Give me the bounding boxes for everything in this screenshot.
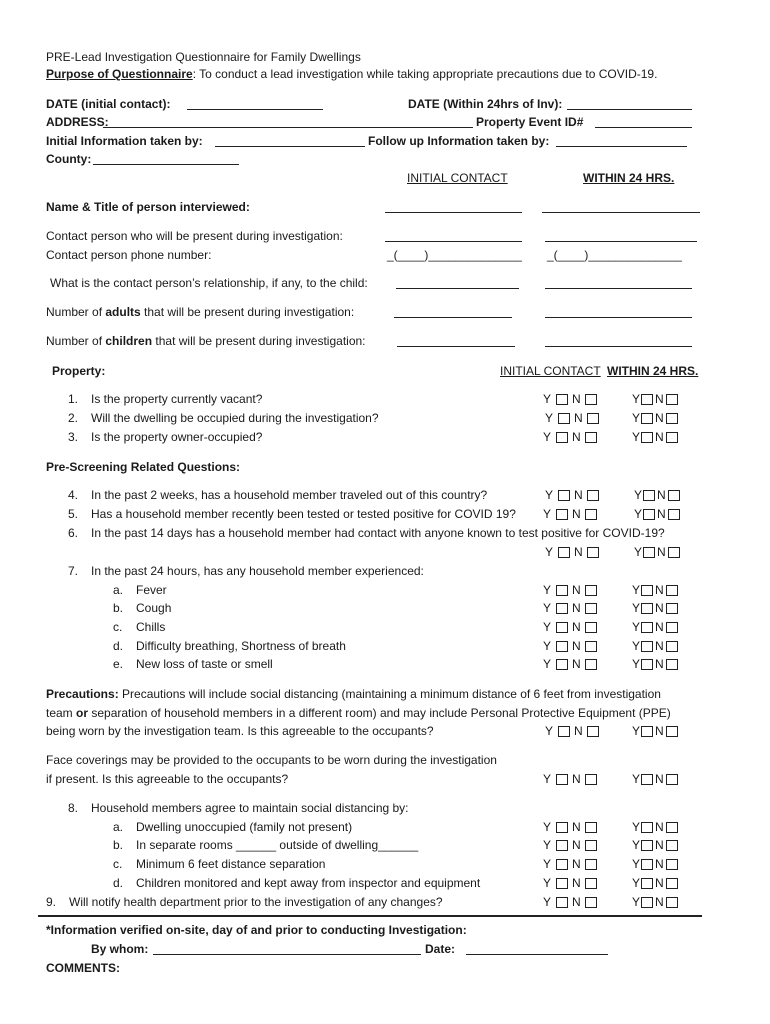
yn-within-sixfeet	[632, 857, 679, 871]
no-checkbox[interactable]	[666, 726, 678, 737]
yn-within-travel	[634, 488, 681, 502]
yn-initial-contact	[545, 545, 600, 559]
yes-label: Y	[632, 411, 641, 425]
contact-phone-initial-field[interactable]: _(____)______________	[387, 248, 522, 262]
prescreen-heading: Pre-Screening Related Questions:	[46, 460, 241, 474]
no-checkbox[interactable]	[666, 878, 678, 889]
no-label: N	[572, 507, 581, 521]
name-title-within-field[interactable]	[542, 200, 700, 213]
symptom-breathing: Difficulty breathing, Shortness of breath	[136, 639, 346, 653]
no-label: N	[655, 876, 664, 890]
face-coverings-line1: Face coverings may be provided to the occupants to be worn during the investigation	[46, 753, 497, 767]
yes-label: Y	[545, 545, 554, 559]
yes-label: Y	[632, 392, 641, 406]
no-label: N	[655, 392, 664, 406]
verified-label: *Information verified on-site, day of and prior to conducting Investigation:	[46, 923, 467, 937]
yes-label: Y	[543, 430, 552, 444]
yn-within-cough	[632, 601, 679, 615]
yes-checkbox[interactable]	[556, 622, 568, 633]
yes-checkbox[interactable]	[556, 585, 568, 596]
no-checkbox[interactable]	[585, 859, 597, 870]
yn-within-chills	[632, 620, 679, 634]
yes-label: Y	[634, 488, 643, 502]
date-within-field[interactable]	[567, 97, 692, 110]
precautions-line2: team or separation of household members in a different room) and may include Personal Protective Equipment (PPE)	[46, 706, 671, 720]
yn-initial-notify	[543, 895, 598, 909]
property-heading: Property:	[52, 364, 106, 378]
yn-initial-tested	[543, 507, 598, 521]
followup-info-label: Follow up Information taken by:	[368, 134, 550, 148]
yn-within-face	[632, 772, 679, 786]
yes-label: Y	[543, 876, 552, 890]
adults-label: Number of adults that will be present during investigation:	[46, 305, 355, 319]
no-label: N	[572, 820, 581, 834]
no-checkbox[interactable]	[585, 897, 597, 908]
no-checkbox[interactable]	[585, 659, 597, 670]
list-number: 3.	[68, 430, 79, 444]
no-checkbox[interactable]	[585, 603, 597, 614]
yes-label: Y	[545, 411, 554, 425]
yes-label: Y	[632, 857, 641, 871]
list-number: 9.	[46, 895, 57, 909]
yes-checkbox[interactable]	[641, 432, 653, 443]
yes-checkbox[interactable]	[641, 622, 653, 633]
yn-within-separate	[632, 838, 679, 852]
by-whom-field[interactable]	[153, 942, 421, 955]
no-checkbox[interactable]	[668, 547, 680, 558]
yes-label: Y	[545, 724, 554, 738]
yes-checkbox[interactable]	[641, 585, 653, 596]
yn-within-tested	[634, 507, 681, 521]
contact-phone-within-field[interactable]: _(____)______________	[547, 248, 682, 262]
no-checkbox[interactable]	[585, 585, 597, 596]
no-label: N	[574, 411, 583, 425]
property-event-label: Property Event ID#	[476, 115, 584, 129]
list-letter: b.	[113, 601, 124, 615]
symptom-chills: Chills	[136, 620, 166, 634]
symptom-cough: Cough	[136, 601, 172, 615]
yes-label: Y	[543, 838, 552, 852]
list-number: 2.	[68, 411, 79, 425]
question-symptoms: In the past 24 hours, has any household member experienced:	[91, 564, 424, 578]
yes-label: Y	[543, 820, 552, 834]
no-label: N	[574, 488, 583, 502]
list-letter: e.	[113, 657, 124, 671]
no-checkbox[interactable]	[585, 622, 597, 633]
question-owner-occupied: Is the property owner-occupied?	[91, 430, 263, 444]
yn-initial-separate	[543, 838, 598, 852]
no-label: N	[657, 545, 666, 559]
question-notify: Will notify health department prior to the investigation of any changes?	[69, 895, 443, 909]
yn-initial-owner	[543, 430, 598, 444]
relationship-label: What is the contact person’s relationship, if any, to the child:	[50, 276, 368, 290]
no-checkbox[interactable]	[585, 394, 597, 405]
yn-within-vacant	[632, 392, 679, 406]
date-initial-field[interactable]	[187, 97, 323, 110]
no-label: N	[657, 507, 666, 521]
no-label: N	[572, 639, 581, 653]
no-checkbox[interactable]	[587, 547, 599, 558]
list-number: 6.	[68, 526, 79, 540]
yn-initial-unoccupied	[543, 820, 598, 834]
yn-initial-fever	[543, 583, 598, 597]
yn-initial-travel	[545, 488, 600, 502]
no-label: N	[655, 430, 664, 444]
yn-within-taste	[632, 657, 679, 671]
yes-checkbox[interactable]	[556, 603, 568, 614]
no-checkbox[interactable]	[585, 641, 597, 652]
date-label: Date:	[425, 942, 456, 956]
yes-checkbox[interactable]	[556, 840, 568, 851]
county-field[interactable]	[93, 152, 239, 165]
yes-checkbox[interactable]	[641, 726, 653, 737]
yes-checkbox[interactable]	[641, 859, 653, 870]
no-label: N	[655, 895, 664, 909]
yn-within-owner	[632, 430, 679, 444]
divider	[38, 915, 702, 917]
list-letter: d.	[113, 876, 124, 890]
yes-checkbox[interactable]	[556, 432, 568, 443]
yes-label: Y	[634, 545, 643, 559]
yn-initial-chills	[543, 620, 598, 634]
yes-checkbox[interactable]	[641, 394, 653, 405]
yes-label: Y	[634, 507, 643, 521]
yn-initial-sixfeet	[543, 857, 598, 871]
yn-within-fever	[632, 583, 679, 597]
yes-checkbox[interactable]	[643, 547, 655, 558]
list-number: 7.	[68, 564, 79, 578]
yes-checkbox[interactable]	[641, 822, 653, 833]
no-label: N	[572, 583, 581, 597]
yn-initial-occupied	[545, 411, 600, 425]
column-initial-contact: INITIAL CONTACT	[407, 171, 508, 185]
children-within-field[interactable]	[545, 334, 692, 347]
property-event-field[interactable]	[595, 115, 692, 128]
yes-label: Y	[543, 895, 552, 909]
form-title: PRE-Lead Investigation Questionnaire for Family Dwellings	[46, 50, 361, 64]
yes-checkbox[interactable]	[641, 878, 653, 889]
adults-initial-field[interactable]	[394, 305, 512, 318]
yes-label: Y	[632, 772, 641, 786]
no-checkbox[interactable]	[666, 641, 678, 652]
yn-initial-vacant	[543, 392, 598, 406]
no-checkbox[interactable]	[666, 585, 678, 596]
list-number: 8.	[68, 801, 79, 815]
yes-label: Y	[632, 838, 641, 852]
no-label: N	[574, 724, 583, 738]
yes-checkbox[interactable]	[558, 726, 570, 737]
symptom-taste-smell: New loss of taste or smell	[136, 657, 273, 671]
initial-info-label: Initial Information taken by:	[46, 134, 203, 148]
no-checkbox[interactable]	[587, 490, 599, 501]
list-letter: a.	[113, 820, 124, 834]
yes-label: Y	[632, 657, 641, 671]
no-checkbox[interactable]	[585, 509, 597, 520]
no-label: N	[572, 772, 581, 786]
no-checkbox[interactable]	[666, 840, 678, 851]
yes-checkbox[interactable]	[641, 774, 653, 785]
yes-label: Y	[543, 657, 552, 671]
yes-label: Y	[632, 620, 641, 634]
yes-checkbox[interactable]	[556, 822, 568, 833]
no-checkbox[interactable]	[666, 413, 678, 424]
no-checkbox[interactable]	[666, 659, 678, 670]
no-checkbox[interactable]	[666, 822, 678, 833]
yes-label: Y	[543, 507, 552, 521]
no-checkbox[interactable]	[668, 490, 680, 501]
yes-checkbox[interactable]	[641, 603, 653, 614]
no-label: N	[572, 657, 581, 671]
contact-phone-label: Contact person phone number:	[46, 248, 212, 262]
yes-checkbox[interactable]	[556, 878, 568, 889]
purpose-label: Purpose of Questionnaire	[46, 67, 193, 81]
distancing-unoccupied: Dwelling unoccupied (family not present)	[136, 820, 353, 834]
no-label: N	[572, 876, 581, 890]
contact-present-within-field[interactable]	[545, 229, 697, 242]
initial-info-field[interactable]	[215, 134, 365, 147]
date-within-label: DATE (Within 24hrs of Inv):	[408, 97, 563, 111]
yes-label: Y	[632, 430, 641, 444]
yn-initial-breathing	[543, 639, 598, 653]
no-label: N	[655, 820, 664, 834]
no-checkbox[interactable]	[666, 897, 678, 908]
contact-present-label: Contact person who will be present during investigation:	[46, 229, 343, 243]
yn-within-precautions	[632, 724, 679, 738]
no-label: N	[655, 601, 664, 615]
relationship-initial-field[interactable]	[396, 276, 519, 289]
purpose-text: : To conduct a lead investigation while taking appropriate precautions due to COVID-19.	[192, 67, 658, 81]
no-checkbox[interactable]	[666, 622, 678, 633]
children-initial-field[interactable]	[397, 334, 515, 347]
no-checkbox[interactable]	[585, 840, 597, 851]
list-letter: a.	[113, 583, 124, 597]
yn-initial-face	[543, 772, 598, 786]
question-tested: Has a household member recently been tested or tested positive for COVID 19?	[91, 507, 516, 521]
yes-label: Y	[543, 639, 552, 653]
yes-checkbox[interactable]	[556, 859, 568, 870]
no-label: N	[655, 411, 664, 425]
yes-label: Y	[543, 772, 552, 786]
yes-checkbox[interactable]	[556, 659, 568, 670]
no-checkbox[interactable]	[666, 432, 678, 443]
yes-checkbox[interactable]	[643, 509, 655, 520]
yes-label: Y	[545, 488, 554, 502]
list-letter: d.	[113, 639, 124, 653]
yes-label: Y	[632, 639, 641, 653]
yn-within-contact	[634, 545, 681, 559]
precautions-line3: being worn by the investigation team. Is this agreeable to the occupants?	[46, 724, 434, 738]
yes-checkbox[interactable]	[641, 840, 653, 851]
date-initial-label: DATE (initial contact):	[46, 97, 171, 111]
no-label: N	[655, 772, 664, 786]
no-label: N	[572, 838, 581, 852]
column-within-24hrs: WITHIN 24 HRS.	[583, 171, 675, 185]
no-label: N	[572, 857, 581, 871]
column-initial-contact-2: INITIAL CONTACT	[500, 364, 601, 378]
face-coverings-line2: if present. Is this agreeable to the occupants?	[46, 772, 289, 786]
followup-info-field[interactable]	[556, 134, 687, 147]
no-label: N	[572, 430, 581, 444]
list-letter: c.	[113, 857, 123, 871]
yn-within-unoccupied	[632, 820, 679, 834]
yn-within-breathing	[632, 639, 679, 653]
no-checkbox[interactable]	[587, 726, 599, 737]
yes-checkbox[interactable]	[556, 394, 568, 405]
yes-checkbox[interactable]	[643, 490, 655, 501]
precautions-line1: Precautions: Precautions will include social distancing (maintaining a minimum distance of 6 feet from investigation	[46, 687, 661, 701]
yn-initial-children	[543, 876, 598, 890]
date-field[interactable]	[466, 942, 608, 955]
yes-label: Y	[543, 583, 552, 597]
yes-checkbox[interactable]	[641, 413, 653, 424]
question-contact: In the past 14 days has a household member had contact with anyone known to test positive for COVID-19?	[91, 526, 665, 540]
address-label: ADDRESS:	[46, 115, 109, 129]
yes-checkbox[interactable]	[556, 897, 568, 908]
no-label: N	[655, 639, 664, 653]
no-checkbox[interactable]	[585, 822, 597, 833]
no-label: N	[572, 601, 581, 615]
county-label: County:	[46, 152, 92, 166]
no-checkbox[interactable]	[585, 774, 597, 785]
question-distancing: Household members agree to maintain social distancing by:	[91, 801, 409, 815]
list-number: 4.	[68, 488, 79, 502]
yn-initial-precautions	[545, 724, 600, 738]
distancing-separate-rooms: In separate rooms ______ outside of dwelling______	[136, 838, 419, 852]
yes-checkbox[interactable]	[558, 490, 570, 501]
yes-label: Y	[632, 724, 641, 738]
no-label: N	[655, 724, 664, 738]
no-checkbox[interactable]	[666, 774, 678, 785]
list-letter: c.	[113, 620, 123, 634]
no-label: N	[655, 620, 664, 634]
yes-label: Y	[543, 620, 552, 634]
question-vacant: Is the property currently vacant?	[91, 392, 263, 406]
question-occupied: Will the dwelling be occupied during the investigation?	[91, 411, 379, 425]
address-field[interactable]	[103, 115, 473, 128]
no-checkbox[interactable]	[587, 413, 599, 424]
yn-initial-cough	[543, 601, 598, 615]
no-label: N	[572, 895, 581, 909]
yes-checkbox[interactable]	[556, 641, 568, 652]
no-label: N	[655, 583, 664, 597]
no-label: N	[655, 657, 664, 671]
no-label: N	[574, 545, 583, 559]
yes-label: Y	[632, 583, 641, 597]
yes-label: Y	[543, 392, 552, 406]
yn-within-occupied	[632, 411, 679, 425]
yes-label: Y	[632, 601, 641, 615]
yes-checkbox[interactable]	[556, 509, 568, 520]
yn-within-children	[632, 876, 679, 890]
symptom-fever: Fever	[136, 583, 167, 597]
by-whom-label: By whom:	[91, 942, 149, 956]
yes-label: Y	[632, 876, 641, 890]
purpose-line	[46, 67, 657, 81]
column-within-24hrs-2: WITHIN 24 HRS.	[607, 364, 699, 378]
no-checkbox[interactable]	[585, 432, 597, 443]
yes-label: Y	[632, 820, 641, 834]
no-label: N	[572, 392, 581, 406]
adults-within-field[interactable]	[545, 305, 692, 318]
list-number: 5.	[68, 507, 79, 521]
name-title-label: Name & Title of person interviewed:	[46, 200, 250, 214]
no-label: N	[655, 838, 664, 852]
distancing-children: Children monitored and kept away from inspector and equipment	[136, 876, 481, 890]
no-checkbox[interactable]	[668, 509, 680, 520]
children-label: Number of children that will be present during investigation:	[46, 334, 366, 348]
list-letter: b.	[113, 838, 124, 852]
distancing-six-feet: Minimum 6 feet distance separation	[136, 857, 326, 871]
yn-within-notify	[632, 895, 679, 909]
yes-checkbox[interactable]	[641, 897, 653, 908]
no-label: N	[657, 488, 666, 502]
list-number: 1.	[68, 392, 79, 406]
yes-label: Y	[543, 601, 552, 615]
yes-checkbox[interactable]	[558, 547, 570, 558]
no-checkbox[interactable]	[666, 394, 678, 405]
yes-label: Y	[632, 895, 641, 909]
comments-label: COMMENTS:	[46, 961, 120, 975]
name-title-initial-field[interactable]	[385, 200, 522, 213]
yes-checkbox[interactable]	[641, 641, 653, 652]
no-label: N	[655, 857, 664, 871]
question-travel: In the past 2 weeks, has a household member traveled out of this country?	[91, 488, 488, 502]
yes-checkbox[interactable]	[558, 413, 570, 424]
contact-present-initial-field[interactable]	[385, 229, 522, 242]
yes-checkbox[interactable]	[556, 774, 568, 785]
no-checkbox[interactable]	[585, 878, 597, 889]
no-label: N	[572, 620, 581, 634]
no-checkbox[interactable]	[666, 859, 678, 870]
relationship-within-field[interactable]	[545, 276, 692, 289]
no-checkbox[interactable]	[666, 603, 678, 614]
yes-checkbox[interactable]	[641, 659, 653, 670]
yn-initial-taste	[543, 657, 598, 671]
yes-label: Y	[543, 857, 552, 871]
